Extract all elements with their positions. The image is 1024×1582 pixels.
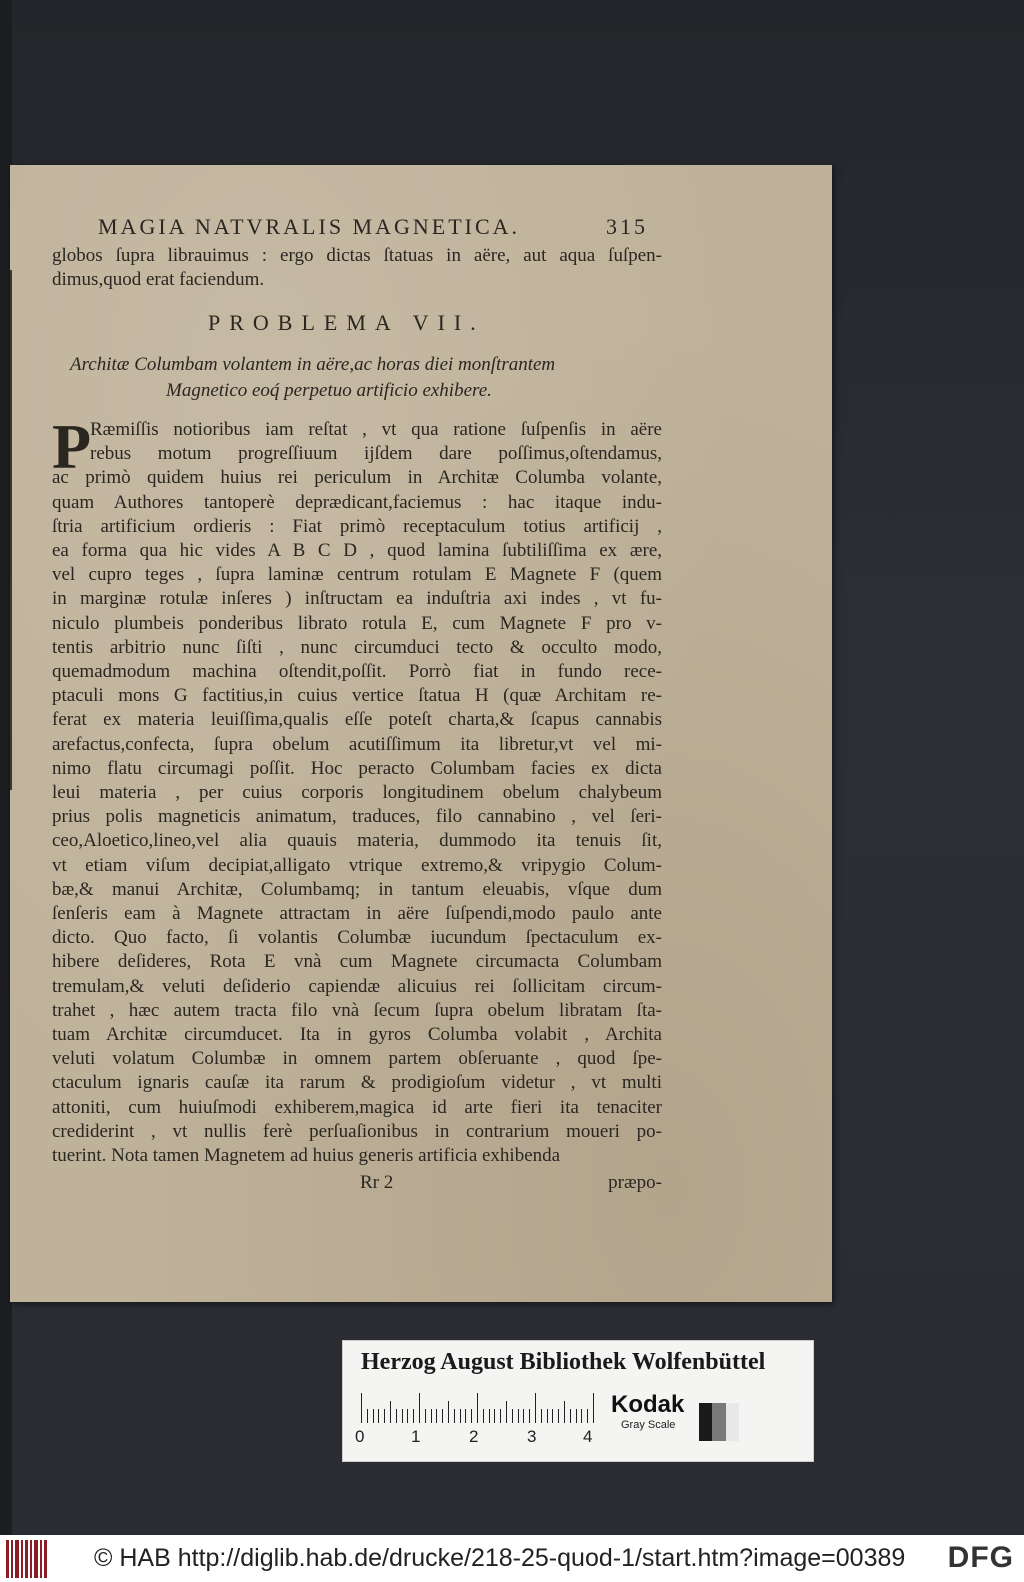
ruler-tick — [581, 1409, 582, 1423]
subtitle-line: Magnetico eoq́ perpetuo artificio exhibere. — [166, 380, 492, 401]
ruler-tick — [378, 1409, 379, 1423]
body-line: bæ,& manui Architæ, Columbamq; in tantum eleuabis, vſque dum — [52, 878, 662, 900]
problem-title: PROBLEMA VII. — [208, 310, 485, 335]
ruler-tick — [390, 1401, 391, 1423]
signature-mark: Rr 2 — [360, 1172, 394, 1193]
body-line: rebus motum progreſſiuum ijſdem dare poſſimus,oſtendamus, — [90, 443, 662, 465]
ruler-tick — [547, 1409, 548, 1423]
intro-text — [52, 244, 662, 292]
body-line: nimo flatu circumagi poſſit. Hoc peracto Columbam facies ex dicta — [52, 757, 662, 779]
page-gutter-rule — [10, 270, 12, 790]
body-line: ctaculum ignaris cauſæ ita rarum & prodigioſum videtur , vt multi — [52, 1072, 662, 1094]
ruler-tick — [523, 1409, 524, 1423]
ruler-tick — [576, 1409, 577, 1423]
ruler-tick — [373, 1409, 374, 1423]
body-line: quemadmodum machina oſtendit,poſſit. Porrò fiat in fundo rece- — [52, 661, 662, 683]
body-line: trahet , hæc autem tracta filo vnà ſecum ſupra obelum libratam ſta- — [52, 999, 662, 1021]
ruler-number: 3 — [527, 1427, 537, 1446]
gray-scale-label: Gray Scale — [621, 1419, 676, 1431]
ruler-tick — [454, 1409, 455, 1423]
body-line: vt etiam viſum decipiat,alligato vtrique extremo,& vripygio Colum- — [52, 854, 662, 876]
body-line: ac primò quidem huius rei periculum in Architæ Columba volante, — [52, 467, 662, 489]
ruler-tick — [593, 1393, 594, 1423]
measurement-ruler — [361, 1393, 593, 1423]
ruler-tick — [460, 1409, 461, 1423]
body-line: tentis arbitrio nunc ſiſti , nunc circumduci tecto & occulto modo, — [52, 636, 662, 658]
body-text — [52, 411, 662, 1168]
body-line: quam Authores tantoperè deprædicant,faciemus : hac itaque indu- — [52, 491, 662, 513]
ruler-tick — [506, 1401, 507, 1423]
ruler-tick — [413, 1409, 414, 1423]
gray-scale-swatch — [699, 1403, 739, 1441]
ruler-number: 0 — [355, 1427, 365, 1446]
drop-cap: P — [52, 411, 92, 482]
ruler-tick — [407, 1409, 408, 1423]
ruler-tick — [552, 1409, 553, 1423]
problem-subtitle — [70, 352, 650, 404]
ruler-tick — [384, 1409, 385, 1423]
body-line: ea forma qua hic vides A B C D , quod lamina ſubtiliſſima ex ære, — [52, 540, 662, 562]
ruler-tick — [367, 1409, 368, 1423]
ruler-tick — [402, 1409, 403, 1423]
body-line: prius polis magneticis animatum, traduces, filo cannabino , vel ſeri- — [52, 806, 662, 828]
footer-bar — [0, 1535, 1024, 1582]
ruler-tick — [587, 1409, 588, 1423]
page-number: 315 — [606, 214, 648, 239]
body-line: ſtria artificium ordieris : Fiat primò receptaculum totius artificij , — [52, 515, 662, 537]
body-line: ptaculi mons G factitius,in cuius vertice ſtatua H (quæ Architam re- — [52, 685, 662, 707]
body-line: arefactus,confecta, ſupra obelum acutiſſimum ita libretur,vt vel mi- — [52, 733, 662, 755]
ruler-tick — [535, 1393, 536, 1423]
body-line: vel cupro teges , ſupra laminæ centrum rotulam E Magnete F (quem — [52, 564, 662, 586]
kodak-logo: Kodak — [611, 1391, 685, 1418]
ruler-tick — [477, 1393, 478, 1423]
intro-line: dimus,quod erat faciendum. — [52, 269, 265, 291]
body-line: hibere deſideres, Rota E vnà cum Magnete circumacta Columbam — [52, 951, 662, 973]
running-head-title: MAGIA NATVRALIS MAGNETICA. — [98, 214, 521, 239]
ruler-tick — [442, 1409, 443, 1423]
ruler-number: 1 — [411, 1427, 421, 1446]
body-line: veluti volatum Columbæ in omnem partem obſeruante , quod ſpe- — [52, 1048, 662, 1070]
body-line: tuam Architæ circumducet. Ita in gyros Columba volabit , Archita — [52, 1024, 662, 1046]
ruler-tick — [419, 1393, 420, 1423]
body-line: dicto. Quo facto, ſi volantis Columbæ iucundum ſpectaculum ex- — [52, 927, 662, 949]
catchword: præpo- — [608, 1172, 662, 1193]
body-line: tuerint. Nota tamen Magnetem ad huius generis artificia exhibenda — [52, 1145, 561, 1167]
body-line: ſenſeris eam à Magnete attractam in aëre ſuſpendi,modo paulo ante — [52, 903, 662, 925]
body-line: niculo plumbeis ponderibus librato rotula E, cum Magnete F pro v- — [52, 612, 662, 634]
library-name: Herzog August Bibliothek Wolfenbüttel — [361, 1349, 766, 1375]
body-line: tremulam,& veluti deſiderio capiendæ alicuius rei ſollicitam circum- — [52, 975, 662, 997]
ruler-tick — [564, 1401, 565, 1423]
ruler-tick — [500, 1409, 501, 1423]
ruler-number: 4 — [583, 1427, 593, 1446]
color-reference-card — [342, 1340, 814, 1462]
intro-line: globos ſupra librauimus : ergo dictas ſtatuas in aëre, aut aqua ſuſpen- — [52, 245, 662, 266]
ruler-tick — [541, 1409, 542, 1423]
ruler-tick — [396, 1409, 397, 1423]
ruler-tick — [518, 1409, 519, 1423]
ruler-tick — [489, 1409, 490, 1423]
page-footer — [360, 1172, 662, 1194]
running-head — [98, 214, 648, 240]
ruler-tick — [483, 1409, 484, 1423]
body-line: ceo,Aloetico,lineo,vel alia quauis materia, dummodo ita tenuis ſit, — [52, 830, 662, 852]
ruler-tick — [512, 1409, 513, 1423]
body-line: leui materia , per cuius corporis longitudinem obelum chalybeum — [52, 782, 662, 804]
body-line: crediderint , vt nullis ferè perſuaſionibus in contrarium moueri po- — [52, 1120, 662, 1142]
body-line: Ræmiſſis notioribus iam reſtat , vt qua ratione ſuſpenſis in aëre — [90, 419, 662, 440]
ruler-tick — [425, 1409, 426, 1423]
body-line: in marginæ rotulæ inſeres ) inſtructam ea induſtria axi indes , vt fu- — [52, 588, 662, 610]
body-line: attoniti, cum huiuſmodi exhiberem,magica id arte fieri ita tenaciter — [52, 1096, 662, 1118]
ruler-tick — [361, 1393, 362, 1423]
ruler-tick — [494, 1409, 495, 1423]
ruler-tick — [465, 1409, 466, 1423]
ruler-tick — [448, 1401, 449, 1423]
ruler-tick — [570, 1409, 571, 1423]
copyright-link[interactable]: © HAB http://diglib.hab.de/drucke/218-25-quod-1/start.htm?image=00389 — [94, 1544, 906, 1572]
ruler-tick — [529, 1409, 530, 1423]
body-line: ferat ex materia leuiſſima,qualis eſſe poteſt charta,& ſcapus cannabis — [52, 709, 662, 731]
ruler-number: 2 — [469, 1427, 479, 1446]
ruler-tick — [558, 1409, 559, 1423]
dfg-logo: DFG — [947, 1541, 1014, 1574]
ruler-tick — [436, 1409, 437, 1423]
ruler-tick — [471, 1409, 472, 1423]
subtitle-line: Architæ Columbam volantem in aëre,ac horas diei monſtrantem — [70, 354, 556, 375]
ruler-tick — [431, 1409, 432, 1423]
hab-logo-icon — [6, 1540, 50, 1578]
